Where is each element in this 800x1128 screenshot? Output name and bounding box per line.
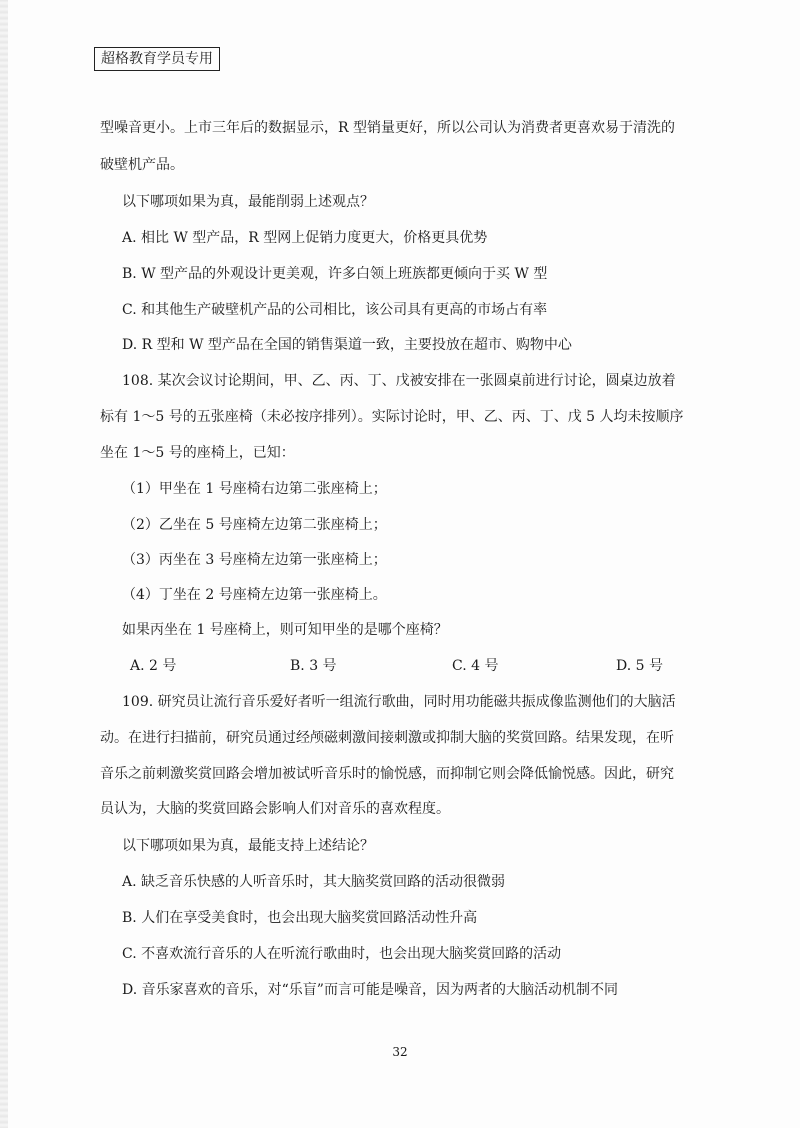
q108-question: 如果丙坐在 1 号座椅上，则可知甲坐的是哪个座椅？ (122, 622, 448, 638)
q108-option-b: B. 3 号 (290, 658, 337, 674)
q109-question: 以下哪项如果为真，最能支持上述结论？ (122, 838, 374, 854)
q109-option-c: C. 不喜欢流行音乐的人在听流行歌曲时，也会出现大脑奖赏回路的活动 (122, 946, 562, 962)
q107-option-c: C. 和其他生产破壁机产品的公司相比，该公司具有更高的市场占有率 (122, 302, 548, 318)
q107-option-b: B. W 型产品的外观设计更美观，许多白领上班族都更倾向于买 W 型 (122, 266, 548, 282)
q109-stem-line-3: 音乐之前刺激奖赏回路会增加被试听音乐时的愉悦感，而抑制它则会降低愉悦感。因此，研究 (100, 766, 674, 782)
q107-option-d: D. R 型和 W 型产品在全国的销售渠道一致，主要投放在超市、购物中心 (122, 337, 572, 353)
header-stamp: 超格教育学员专用 (94, 47, 220, 71)
q108-condition-1: （1）甲坐在 1 号座椅右边第二张座椅上； (122, 481, 387, 497)
continuation-line-2: 破壁机产品。 (100, 157, 184, 173)
q108-condition-2: （2）乙坐在 5 号座椅左边第二张座椅上； (122, 517, 387, 533)
q107-question: 以下哪项如果为真，最能削弱上述观点？ (122, 194, 374, 210)
scan-edge-shadow (0, 0, 8, 1128)
q108-condition-3: （3）丙坐在 3 号座椅左边第一张座椅上； (122, 552, 387, 568)
q108-stem-line-1: 108. 某次会议讨论期间，甲、乙、丙、丁、戊被安排在一张圆桌前进行讨论，圆桌边放着 (122, 373, 676, 389)
q108-option-d: D. 5 号 (616, 658, 663, 674)
q109-stem-line-2: 动。在进行扫描前，研究员通过经颅磁刺激间接刺激或抑制大脑的奖赏回路。结果发现，在听 (100, 730, 674, 746)
q108-option-c: C. 4 号 (452, 658, 499, 674)
q109-stem-line-1: 109. 研究员让流行音乐爱好者听一组流行歌曲，同时用功能磁共振成像监测他们的大脑活 (122, 694, 676, 710)
q108-stem-line-3: 坐在 1～5 号的座椅上，已知： (100, 445, 295, 461)
q107-option-a: A. 相比 W 型产品，R 型网上促销力度更大，价格更具优势 (122, 230, 488, 246)
q108-condition-4: （4）丁坐在 2 号座椅左边第一张座椅上。 (122, 587, 387, 603)
q109-option-b: B. 人们在享受美食时，也会出现大脑奖赏回路活动性升高 (122, 910, 478, 926)
q108-option-a: A. 2 号 (130, 658, 177, 674)
q109-option-a: A. 缺乏音乐快感的人听音乐时，其大脑奖赏回路的活动很微弱 (122, 874, 506, 890)
page-number: 32 (392, 1045, 408, 1059)
q108-stem-line-2: 标有 1～5 号的五张座椅（未必按序排列）。实际讨论时，甲、乙、丙、丁、戊 5 人均未按顺序 (100, 409, 684, 425)
q109-option-d: D. 音乐家喜欢的音乐，对“乐盲”而言可能是噪音，因为两者的大脑活动机制不同 (122, 982, 618, 998)
continuation-line-1: 型噪音更小。上市三年后的数据显示，R 型销量更好，所以公司认为消费者更喜欢易于清洗的 (100, 120, 675, 136)
q109-stem-line-4: 员认为，大脑的奖赏回路会影响人们对音乐的喜欢程度。 (100, 801, 450, 817)
